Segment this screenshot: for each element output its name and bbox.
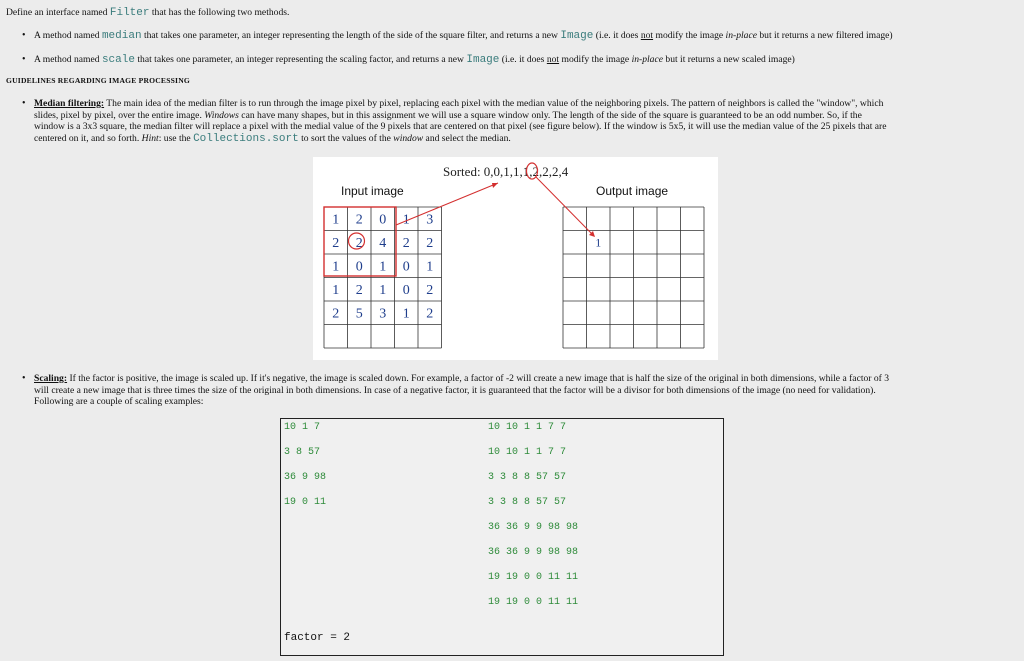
bullet-icon: • — [22, 373, 26, 384]
input-pixel-value: 2 — [355, 212, 363, 228]
input-pixel-value: 1 — [402, 306, 410, 322]
input-pixel-value: 3 — [379, 306, 387, 322]
factor-label: factor = 2 — [284, 632, 351, 644]
window-text: window — [393, 132, 424, 144]
scaling-example-box — [280, 418, 724, 656]
method-text-c: (i.e. it does — [593, 30, 641, 41]
input-pixel-value: 2 — [332, 306, 340, 322]
example-left-line: 3 8 57 — [284, 447, 321, 458]
example-left-line: 36 9 98 — [284, 472, 327, 483]
example-right-line: 36 36 9 9 98 98 — [488, 547, 579, 558]
method-text-d: modify the image — [559, 54, 632, 65]
output-image-grid — [563, 207, 704, 348]
input-image-grid — [324, 207, 442, 348]
method-text-b: that takes one parameter, an integer representing the scaling factor, and returns a new — [134, 54, 467, 65]
input-pixel-value: 1 — [332, 259, 340, 275]
example-right-line: 10 10 1 1 7 7 — [488, 447, 567, 458]
bullet-icon: • — [22, 98, 26, 109]
median-text-2c: can have many shapes, but in this assignment we will use a square window only. The length of the side of the square is guaranteed to be an odd number. So, if the — [238, 109, 862, 121]
input-pixel-value: 0 — [402, 259, 410, 275]
interface-name: Filter — [109, 7, 150, 19]
median-text-4a: centered on it, and so forth. — [34, 132, 142, 144]
median-filter-figure — [313, 157, 718, 360]
input-pixel-value: 0 — [402, 283, 410, 298]
scaling-label: Scaling: — [34, 373, 68, 384]
median-text-4d: and select the median. — [423, 132, 511, 144]
example-right-line: 10 10 1 1 7 7 — [488, 422, 567, 433]
median-line-3: window is a 3x3 square, the median filter will replace a pixel with the medial value of the 9 pixels that are centered on that pixel (see figure below). If the window is 5x5, it will use the median value of the 25 pixels that are — [34, 121, 887, 132]
median-line-4 — [34, 133, 1000, 146]
bullet-icon: • — [22, 30, 26, 41]
output-pixel-value: 1 — [595, 235, 602, 250]
input-pixel-value: 5 — [355, 306, 363, 322]
input-pixel-value: 4 — [379, 236, 387, 251]
input-pixel-value: 2 — [426, 283, 434, 298]
hint-text: Hint — [141, 132, 159, 144]
median-line-2 — [34, 110, 1000, 122]
method-text-d: modify the image — [653, 30, 726, 41]
input-pixel-value: 2 — [426, 236, 434, 251]
median-label: Median filtering: — [34, 98, 105, 109]
windows-text: Windows — [204, 109, 239, 121]
median-filter-diagram — [313, 157, 718, 360]
input-pixel-value: 1 — [426, 259, 434, 275]
method-code: scale — [101, 54, 135, 66]
method-text-e: but it returns a new filtered image) — [756, 30, 893, 41]
scaling-paragraph — [34, 373, 1000, 408]
median-text-2a: slides, pixel by pixel, over the entire image. — [34, 109, 205, 121]
output-image-label: Output image — [596, 184, 669, 198]
input-pixel-value: 2 — [355, 236, 363, 251]
input-pixel-value: 2 — [355, 283, 363, 298]
intro-prefix: Define an interface named — [6, 7, 110, 18]
example-right-line: 3 3 8 8 57 57 — [488, 472, 567, 483]
method-text-a: A method named — [34, 30, 102, 41]
input-pixel-value: 0 — [379, 212, 387, 228]
collections-sort-code: Collections.sort — [193, 132, 299, 145]
input-image-label: Input image — [341, 184, 404, 198]
output-arrow-line — [536, 177, 593, 235]
input-pixel-value: 1 — [402, 212, 410, 228]
method-text — [34, 30, 893, 43]
example-right-line: 19 19 0 0 11 11 — [488, 572, 579, 583]
scaling-text-1: If the factor is positive, the image is scaled up. If it's negative, the image is scaled down. For example, a factor of -2 will create a new image that is half the size of the original in both dimensions, while a factor of 3 — [67, 373, 890, 384]
image-code: Image — [466, 54, 500, 66]
sorted-label: Sorted: 0,0,1,1,1,2,2,2,4 — [443, 164, 569, 179]
median-text-1: The main idea of the median filter is to run through the image pixel by pixel, replacing each pixel with the median value of the neighboring pixels. The pattern of neighbors is called the "window", which — [104, 98, 884, 109]
input-pixel-value: 2 — [426, 306, 434, 322]
method-text-b: that takes one parameter, an integer representing the length of the side of the square filter, and returns a new — [141, 30, 561, 41]
method-text-a: A method named — [34, 54, 102, 65]
guidelines-heading: GUIDELINES REGARDING IMAGE PROCESSING — [6, 76, 190, 85]
not-text: not — [640, 30, 654, 41]
in-place-text: in-place — [725, 30, 757, 41]
example-left-line: 19 0 11 — [284, 497, 327, 508]
method-text — [34, 54, 795, 67]
median-paragraph — [34, 98, 1000, 146]
input-pixel-value: 2 — [332, 236, 340, 251]
example-right-line: 3 3 8 8 57 57 — [488, 497, 567, 508]
method-code: median — [101, 30, 142, 42]
in-place-text: in-place — [631, 54, 663, 65]
input-pixel-value: 2 — [402, 236, 410, 251]
median-text-4c: to sort the values of the — [298, 132, 394, 144]
input-pixel-value: 1 — [332, 212, 340, 228]
scaling-line-3: Following are a couple of scaling examples: — [34, 396, 204, 407]
input-pixel-value: 1 — [379, 283, 387, 298]
input-pixel-value: 1 — [379, 259, 387, 275]
bullet-icon: • — [22, 54, 26, 65]
input-pixel-value: 0 — [355, 259, 363, 275]
method-text-c: (i.e. it does — [499, 54, 547, 65]
median-text-4b: : use the — [158, 132, 194, 144]
scaling-line-1 — [34, 373, 1000, 385]
example-right-line: 36 36 9 9 98 98 — [488, 522, 579, 533]
image-code: Image — [560, 30, 594, 42]
scaling-line-2: will create a new image that is three times the size of the original in both dimensions. In case of a negative factor, it is guaranteed that the factor will be a divisor for both dimensions of the image (no need for validation). — [34, 384, 876, 396]
input-arrow-line — [396, 183, 498, 225]
not-text: not — [546, 54, 560, 65]
input-arrow-head — [492, 183, 498, 188]
method-text-e: but it returns a new scaled image) — [663, 54, 795, 65]
input-pixel-value: 3 — [426, 212, 434, 228]
example-left-line: 10 1 7 — [284, 422, 321, 433]
input-pixel-value: 1 — [332, 283, 340, 298]
intro-suffix: that has the following two methods. — [149, 7, 290, 18]
intro-text — [6, 7, 289, 20]
example-right-line: 19 19 0 0 11 11 — [488, 597, 579, 608]
median-line-1 — [34, 98, 1000, 110]
